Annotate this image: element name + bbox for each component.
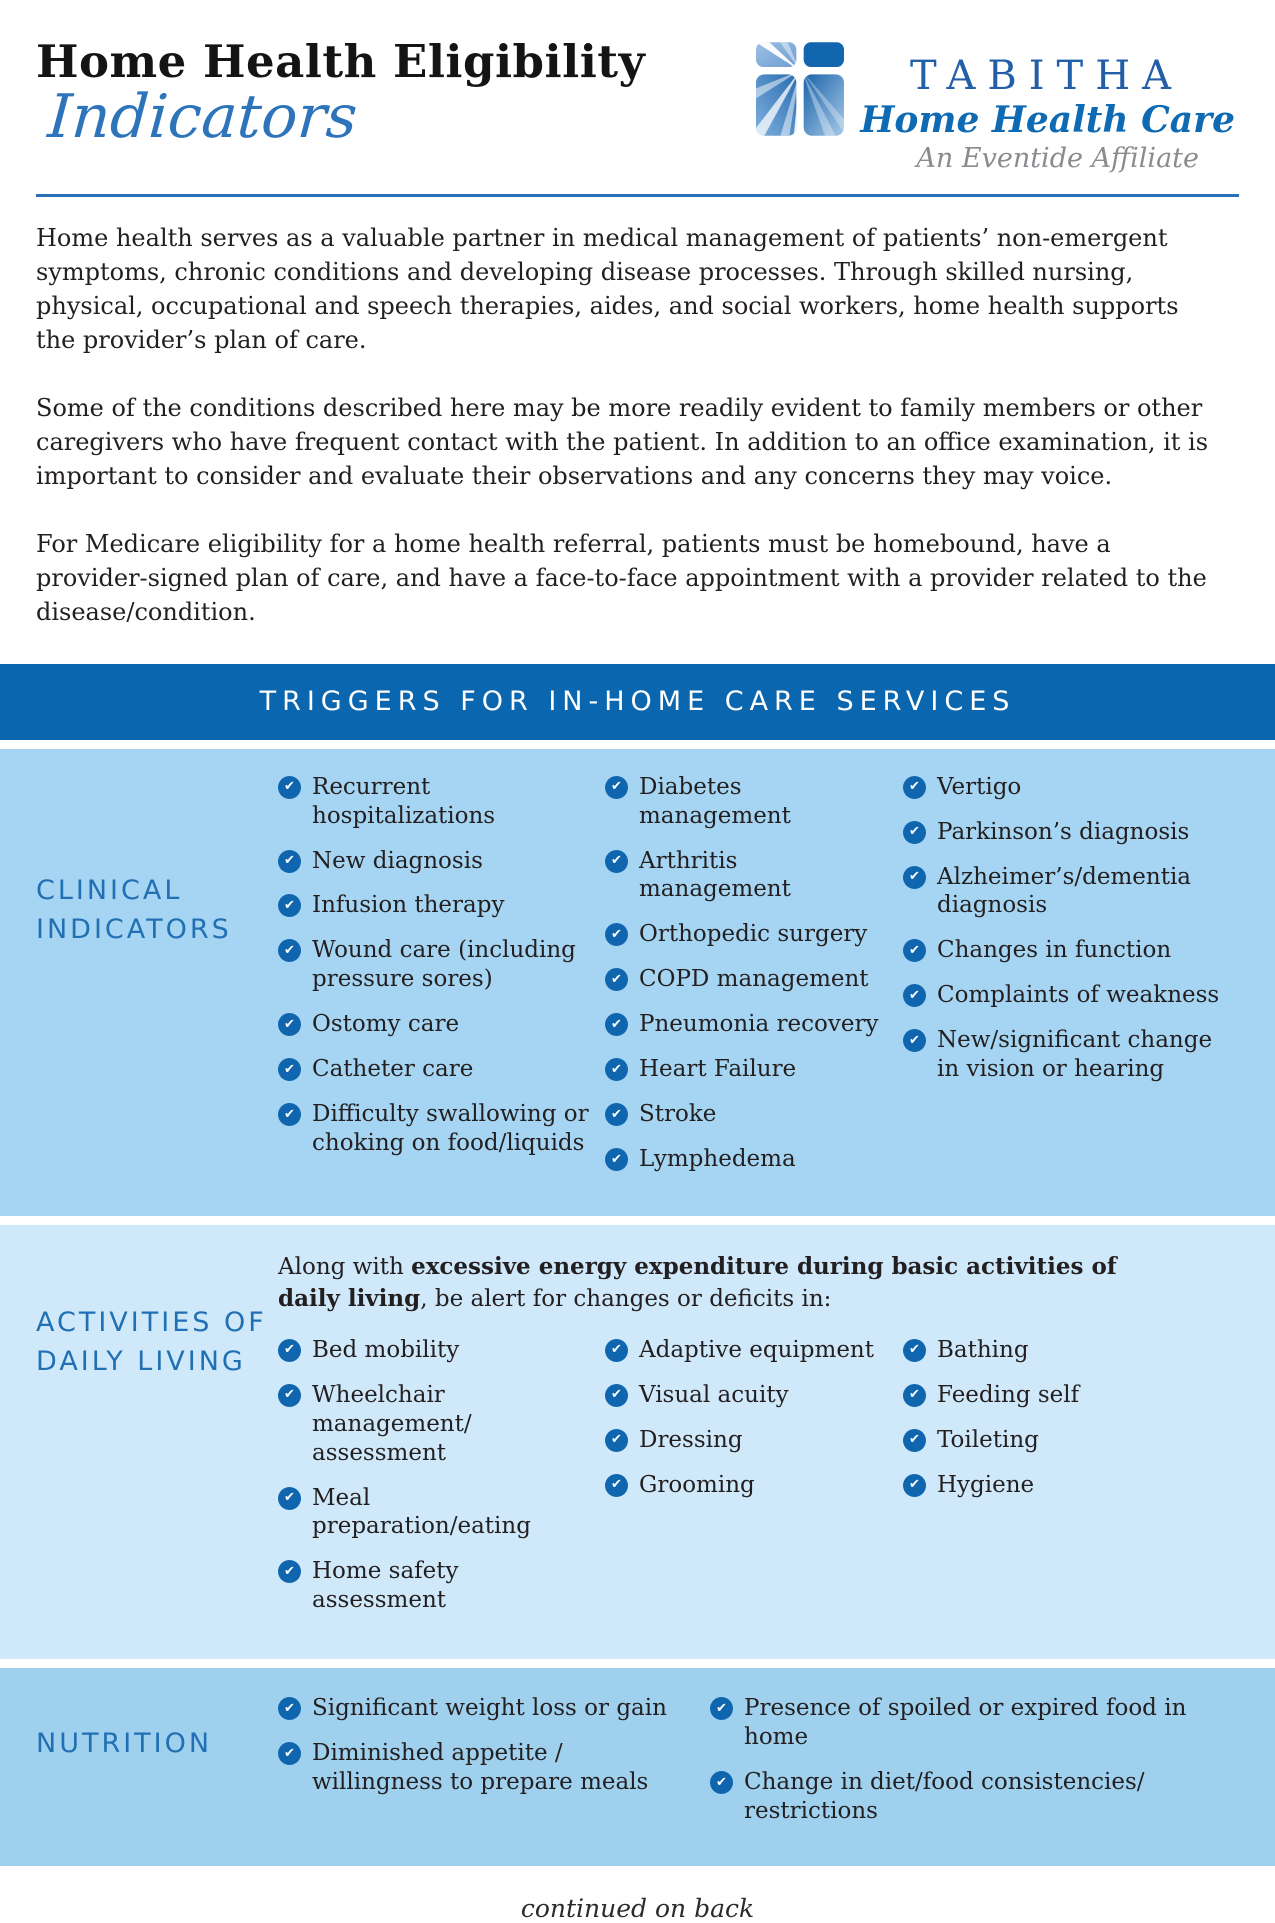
list-item-label: Grooming <box>639 1471 755 1498</box>
list-item-label: Ostomy care <box>312 1011 460 1038</box>
list-item-label: Diabetes management <box>639 773 791 829</box>
list-item-label: Hygiene <box>937 1471 1035 1498</box>
check-circle-icon: ✔ <box>903 866 926 889</box>
check-circle-icon: ✔ <box>278 1742 301 1765</box>
list-item <box>710 1694 1231 1752</box>
list-item-label: Orthopedic surgery <box>639 921 868 948</box>
list-item <box>605 1145 889 1174</box>
list-item-label: Lymphedema <box>639 1146 796 1173</box>
list-item <box>278 773 591 831</box>
list-item-label: Catheter care <box>312 1056 474 1083</box>
list-item <box>605 1010 889 1039</box>
list-item-label: Recurrent hospitalizations <box>312 773 496 829</box>
nutrition-column-2 <box>710 1694 1245 1842</box>
check-circle-icon: ✔ <box>903 1029 926 1052</box>
list-item-label: Change in diet/food consistencies/ restrictions <box>744 1769 1145 1825</box>
list-item-label: Significant weight loss or gain <box>312 1695 667 1722</box>
title-block <box>36 34 756 153</box>
section-label-clinical: CLINICAL INDICATORS <box>36 874 232 945</box>
list-item-label: Adaptive equipment <box>639 1336 874 1363</box>
list-item <box>278 1484 591 1542</box>
list-item-label: Feeding self <box>937 1381 1080 1408</box>
section-clinical-indicators <box>0 749 1275 1217</box>
adl-intro-bold: excessive energy expenditure during basic activities of daily living <box>278 1253 1117 1313</box>
check-circle-icon: ✔ <box>605 1013 628 1036</box>
list-item-label: Toileting <box>937 1426 1039 1453</box>
list-item <box>903 773 1231 802</box>
triggers-banner <box>0 664 1275 740</box>
list-item-label: Infusion therapy <box>312 892 505 919</box>
check-circle-icon: ✔ <box>710 1697 733 1720</box>
tabitha-cross-icon <box>756 42 844 140</box>
list-item <box>278 1055 591 1084</box>
check-circle-icon: ✔ <box>710 1771 733 1794</box>
list-item-label: Meal preparation/eating <box>312 1484 531 1540</box>
list-item <box>903 981 1231 1010</box>
section-label-adl: ACTIVITIES OF DAILY LIVING <box>36 1307 267 1378</box>
logo-name: TABITHA <box>909 53 1183 99</box>
tabitha-logo <box>756 38 1235 176</box>
continued-note: continued on back <box>520 1894 755 1923</box>
list-item-label: Pneumonia recovery <box>639 1011 879 1038</box>
list-item <box>605 1471 889 1500</box>
list-item-label: Alzheimer’s/dementia diagnosis <box>937 863 1192 919</box>
list-item <box>278 1381 591 1468</box>
check-circle-icon: ✔ <box>605 923 628 946</box>
list-item-label: Diminished appetite / willingness to prepare meals <box>312 1740 649 1796</box>
list-item-label: Difficulty swallowing or choking on food/liquids <box>312 1101 589 1157</box>
check-circle-icon: ✔ <box>278 850 301 873</box>
adl-intro-prefix: Along with <box>278 1254 412 1281</box>
banner-title: TRIGGERS FOR IN-HOME CARE SERVICES <box>259 686 1016 718</box>
list-item <box>903 1471 1231 1500</box>
adl-column-3 <box>903 1336 1245 1632</box>
section-activities-of-daily-living <box>0 1225 1275 1659</box>
clinical-column-3 <box>903 773 1245 1191</box>
nutrition-column-1 <box>278 1694 710 1842</box>
check-circle-icon: ✔ <box>903 1474 926 1497</box>
list-item-label: Vertigo <box>937 773 1022 800</box>
check-circle-icon: ✔ <box>278 776 301 799</box>
intro-paragraph: Some of the conditions described here may be more readily evident to family members or other caregivers who have frequent contact with the patient. In addition to an office examination, it is important to consider and evaluate their observations and any concerns they may voice. <box>36 394 1209 491</box>
check-circle-icon: ✔ <box>278 1058 301 1081</box>
list-item <box>278 1010 591 1039</box>
list-item <box>278 1694 696 1723</box>
check-circle-icon: ✔ <box>605 1474 628 1497</box>
adl-column-2 <box>605 1336 903 1632</box>
check-circle-icon: ✔ <box>605 968 628 991</box>
clinical-column-1 <box>278 773 605 1191</box>
check-circle-icon: ✔ <box>903 776 926 799</box>
list-item <box>903 1426 1231 1455</box>
intro-paragraph: For Medicare eligibility for a home health referral, patients must be homebound, have a provider-signed plan of care, and have a face-to-face appointment with a provider related to the disease/condition. <box>36 530 1207 627</box>
check-circle-icon: ✔ <box>278 1013 301 1036</box>
list-item <box>903 936 1231 965</box>
list-item-label: Bed mobility <box>312 1336 460 1363</box>
list-item <box>278 847 591 876</box>
list-item-label: New diagnosis <box>312 847 483 874</box>
header <box>0 0 1275 176</box>
check-circle-icon: ✔ <box>605 776 628 799</box>
list-item <box>278 936 591 994</box>
check-circle-icon: ✔ <box>903 821 926 844</box>
list-item-label: Heart Failure <box>639 1056 797 1083</box>
check-circle-icon: ✔ <box>903 984 926 1007</box>
list-item <box>605 920 889 949</box>
list-item-label: New/significant change in vision or hearing <box>937 1027 1213 1083</box>
section-nutrition <box>0 1668 1275 1866</box>
list-item-label: Stroke <box>639 1101 717 1128</box>
intro <box>0 197 1275 630</box>
check-circle-icon: ✔ <box>278 939 301 962</box>
logo-text <box>860 38 1235 176</box>
list-item-label: Presence of spoiled or expired food in home <box>744 1695 1187 1751</box>
check-circle-icon: ✔ <box>605 1103 628 1126</box>
list-item <box>605 1100 889 1129</box>
list-item <box>278 1739 696 1797</box>
clinical-columns <box>278 773 1275 1191</box>
list-item <box>605 1426 889 1455</box>
list-item <box>903 1381 1231 1410</box>
adl-intro-text <box>278 1251 1183 1315</box>
list-item <box>605 847 889 905</box>
list-item <box>903 863 1231 921</box>
check-circle-icon: ✔ <box>605 850 628 873</box>
check-circle-icon: ✔ <box>605 1148 628 1171</box>
list-item-label: Bathing <box>937 1336 1029 1363</box>
list-item <box>278 1100 591 1158</box>
list-item <box>278 891 591 920</box>
list-item <box>903 818 1231 847</box>
check-circle-icon: ✔ <box>605 1384 628 1407</box>
check-circle-icon: ✔ <box>605 1339 628 1362</box>
list-item-label: Parkinson’s diagnosis <box>937 818 1190 845</box>
list-item-label: Wheelchair management/ assessment <box>312 1381 472 1466</box>
check-circle-icon: ✔ <box>605 1429 628 1452</box>
clinical-column-2 <box>605 773 903 1191</box>
list-item-label: Wound care (including pressure sores) <box>312 937 576 993</box>
nutrition-columns <box>278 1694 1275 1842</box>
list-item <box>605 965 889 994</box>
adl-intro-suffix: , be alert for changes or deficits in: <box>420 1286 832 1313</box>
check-circle-icon: ✔ <box>605 1058 628 1081</box>
list-item <box>278 1557 591 1615</box>
check-circle-icon: ✔ <box>278 1487 301 1510</box>
list-item-label: Dressing <box>639 1426 743 1453</box>
adl-column-1 <box>278 1336 605 1632</box>
intro-paragraph: Home health serves as a valuable partner in medical management of patients’ non-emergent symptoms, chronic conditions and developing disease processes. Through skilled nursing, physical, occupational and speech therapies, aides, and social workers, home health supports the provider’s plan of care. <box>36 223 1179 355</box>
logo-home-health-care: Home Health Care <box>860 99 1235 141</box>
check-circle-icon: ✔ <box>278 1560 301 1583</box>
list-item-label: Changes in function <box>937 937 1172 964</box>
logo-affiliate: An Eventide Affiliate <box>916 143 1199 175</box>
check-circle-icon: ✔ <box>278 1339 301 1362</box>
section-label-nutrition: NUTRITION <box>36 1728 213 1760</box>
page-subtitle: Indicators <box>45 82 360 153</box>
check-circle-icon: ✔ <box>903 939 926 962</box>
list-item <box>605 1381 889 1410</box>
list-item-label: Arthritis management <box>639 847 791 903</box>
list-item <box>605 1055 889 1084</box>
list-item-label: Home safety assessment <box>312 1558 459 1614</box>
list-item <box>903 1026 1231 1084</box>
list-item <box>605 773 889 831</box>
check-circle-icon: ✔ <box>278 1697 301 1720</box>
check-circle-icon: ✔ <box>278 1103 301 1126</box>
adl-columns <box>278 1336 1245 1632</box>
adl-content <box>278 1251 1275 1631</box>
check-circle-icon: ✔ <box>278 894 301 917</box>
list-item <box>605 1336 889 1365</box>
list-item-label: Visual acuity <box>639 1381 789 1408</box>
list-item <box>903 1336 1231 1365</box>
list-item <box>278 1336 591 1365</box>
check-circle-icon: ✔ <box>903 1384 926 1407</box>
check-circle-icon: ✔ <box>903 1339 926 1362</box>
check-circle-icon: ✔ <box>903 1429 926 1452</box>
page-title: Home Health Eligibility <box>36 35 646 88</box>
check-circle-icon: ✔ <box>278 1384 301 1407</box>
list-item <box>710 1768 1231 1826</box>
list-item-label: Complaints of weakness <box>937 982 1220 1009</box>
list-item-label: COPD management <box>639 966 869 993</box>
